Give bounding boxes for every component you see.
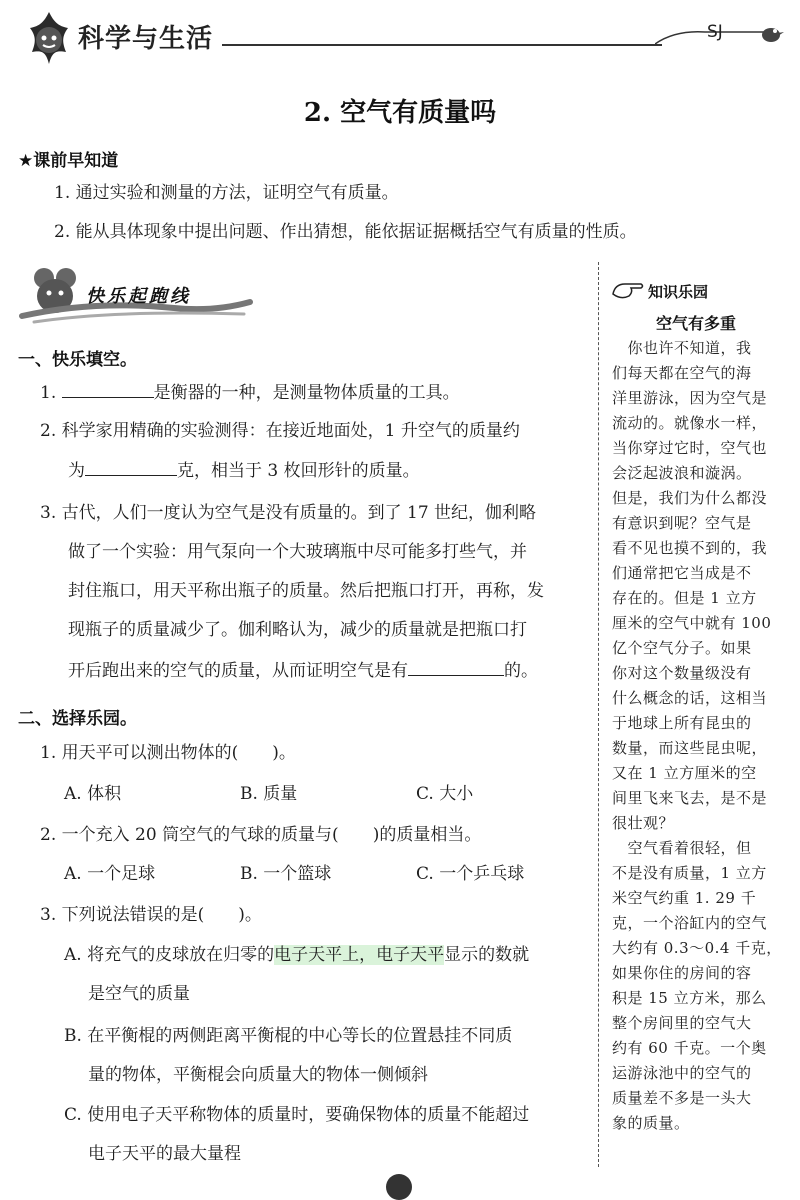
sidebar-line: 约有 60 千克。一个奥 [612, 1039, 767, 1057]
mascot-logo-icon [18, 8, 80, 70]
preview-item-2: 2. 能从具体现象中提出问题、作出猜想，能依据证据概括空气有质量的性质。 [54, 222, 637, 242]
preview-item-1: 1. 通过实验和测量的方法，证明空气有质量。 [54, 183, 399, 203]
pointing-hand-icon [611, 278, 645, 302]
fill-question-3-line2: 做了一个实验：用气泵向一个大玻璃瓶中尽可能多打些气，并 [68, 542, 527, 562]
sidebar-line: 又在 1 立方厘米的空 [612, 764, 757, 782]
section2-heading: 二、选择乐园。 [18, 709, 137, 729]
answer-blank-2[interactable] [85, 459, 177, 476]
fill-question-3-line4: 现瓶子的质量减少了。伽利略认为，减少的质量就是把瓶口打 [68, 620, 527, 640]
sidebar-line: 数量，而这些昆虫呢， [612, 739, 768, 757]
choice-3-option-a-line2: 是空气的质量 [88, 984, 190, 1004]
banner-label: 快乐起跑线 [86, 286, 191, 307]
series-title: 科学与生活 [78, 24, 214, 54]
sidebar-line: 们每天都在空气的海 [612, 364, 752, 382]
sidebar-line: 流动的。就像水一样， [612, 414, 768, 432]
sidebar-line: 厘米的空气中就有 100 [612, 614, 772, 632]
choice-3-option-b[interactable]: B. 在平衡棍的两侧距离平衡棍的中心等长的位置悬挂不同质 [64, 1026, 513, 1046]
q2-text: 克，相当于 3 枚回形针的质量。 [177, 461, 420, 481]
choice-question-3: 3. 下列说法错误的是( )。 [40, 905, 262, 925]
section1-heading: 一、快乐填空。 [18, 350, 137, 370]
choice-2-option-c[interactable]: C. 一个乒乓球 [416, 864, 525, 884]
sidebar-line: 如果你住的房间的容 [612, 964, 752, 982]
answer-blank-3[interactable] [408, 659, 504, 676]
fill-question-2-line1: 2. 科学家用精确的实验测得：在接近地面处，1 升空气的质量约 [40, 421, 520, 441]
sidebar-line: 于地球上所有昆虫的 [612, 714, 752, 732]
sidebar-line: 空气看着很轻，但 [612, 839, 752, 857]
sidebar-line: 有意识到呢？空气是 [612, 514, 752, 532]
choice-3-option-c-line2: 电子天平的最大量程 [88, 1144, 241, 1164]
q1-number: 1. [40, 383, 62, 403]
choice-question-1: 1. 用天平可以测出物体的( )。 [40, 743, 296, 763]
option-a-text-end: 显示的数就 [444, 945, 530, 965]
sidebar-line: 积是 15 立方米，那么 [612, 989, 767, 1007]
sidebar-divider [598, 262, 599, 1167]
fill-question-3-line1: 3. 古代，人们一度认为空气是没有质量的。到了 17 世纪，伽利略 [40, 503, 537, 523]
sidebar-line: 大约有 0.3～0.4 千克， [612, 939, 782, 957]
edition-code: SJ [707, 22, 723, 42]
sidebar-line: 间里飞来飞去，是不是 [612, 789, 768, 807]
sidebar-line: 会泛起波浪和漩涡。 [612, 464, 752, 482]
sidebar-line: 象的质量。 [612, 1114, 690, 1132]
choice-2-option-b[interactable]: B. 一个篮球 [240, 864, 332, 884]
sidebar-line: 看不见也摸不到的，我 [612, 539, 768, 557]
sidebar-line: 你对这个数量级没有 [612, 664, 752, 682]
page-title: 2. 空气有质量吗 [303, 98, 497, 128]
q3-suffix: 的。 [504, 661, 538, 681]
option-a-highlight: 电子天平上，电子天平 [274, 945, 445, 965]
sidebar-line: 很壮观？ [612, 814, 675, 832]
sidebar-line: 存在的。但是 1 立方 [612, 589, 757, 607]
sidebar-line: 质量差不多是一头大 [612, 1089, 752, 1107]
page-number-badge [386, 1174, 412, 1200]
sidebar-line: 洋里游泳，因为空气是 [612, 389, 768, 407]
option-a-text-start: A. 将充气的皮球放在归零的 [64, 945, 275, 965]
choice-question-2: 2. 一个充入 20 筒空气的气球的质量与( )的质量相当。 [40, 825, 482, 845]
choice-3-option-c[interactable]: C. 使用电子天平称物体的质量时，要确保物体的质量不能超过 [64, 1105, 530, 1125]
q1-text: 是衡器的一种，是测量物体质量的工具。 [153, 383, 460, 403]
sidebar-line: 克，一个浴缸内的空气 [612, 914, 768, 932]
fill-question-3-line3: 封住瓶口，用天平称出瓶子的质量。然后把瓶口打开，再称，发 [68, 581, 544, 601]
sidebar-line: 米空气约重 1. 29 千 [612, 889, 757, 907]
choice-1-option-a[interactable]: A. 体积 [64, 784, 122, 804]
choice-1-option-b[interactable]: B. 质量 [240, 784, 298, 804]
sidebar-line: 什么概念的话，这相当 [612, 689, 768, 707]
sidebar-line: 们通常把它当成是不 [612, 564, 752, 582]
q2-prefix: 为 [68, 461, 85, 481]
sidebar-line: 亿个空气分子。如果 [612, 639, 752, 657]
sidebar-line: 不是没有质量，1 立方 [612, 864, 767, 882]
bird-icon [756, 18, 786, 48]
sidebar-line: 但是，我们为什么都没 [612, 489, 768, 507]
sidebar-line: 当你穿过它时，空气也 [612, 439, 768, 457]
sidebar-line: 你也许不知道，我 [612, 339, 752, 357]
fill-question-2-line2 [68, 459, 420, 482]
sidebar-line: 整个房间里的空气大 [612, 1014, 752, 1032]
choice-3-option-a[interactable] [64, 944, 529, 966]
header-rule [222, 44, 662, 46]
fill-question-1 [40, 381, 460, 404]
fill-question-3-line5 [68, 659, 538, 682]
choice-1-option-c[interactable]: C. 大小 [416, 784, 474, 804]
q3-text: 开后跑出来的空气的质量，从而证明空气是有 [68, 661, 408, 681]
choice-3-option-b-line2: 量的物体，平衡棍会向质量大的物体一侧倾斜 [88, 1065, 428, 1085]
answer-blank-1[interactable] [62, 381, 154, 398]
sidebar-article-title: 空气有多重 [655, 314, 736, 333]
choice-2-option-a[interactable]: A. 一个足球 [64, 864, 156, 884]
preview-heading: ★课前早知道 [18, 151, 119, 171]
sidebar-heading: 知识乐园 [648, 283, 709, 301]
sidebar-line: 运游泳池中的空气的 [612, 1064, 752, 1082]
